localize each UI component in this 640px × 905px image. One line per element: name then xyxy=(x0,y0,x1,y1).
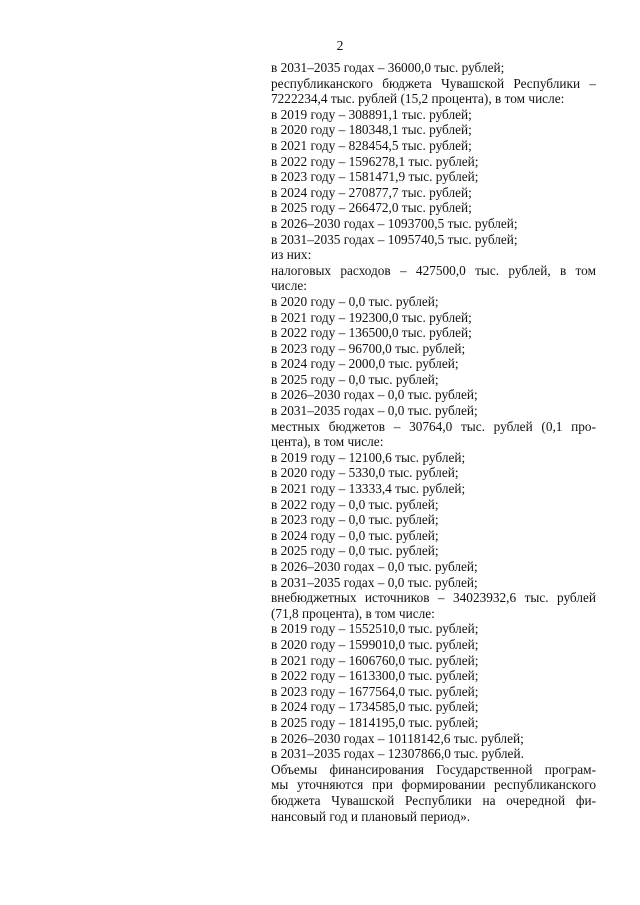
text-line: внебюджетных источников – 34023932,6 тыс. рублей xyxy=(271,590,596,606)
text-line: в 2020 году – 180348,1 тыс. рублей; xyxy=(271,122,472,138)
text-line: в 2031–2035 годах – 0,0 тыс. рублей; xyxy=(271,574,478,590)
text-line: в 2031–2035 годах – 12307866,0 тыс. рублей. xyxy=(271,746,524,762)
text-line: в 2019 году – 1552510,0 тыс. рублей; xyxy=(271,621,479,637)
funding-text-block xyxy=(271,60,596,824)
text-line: в 2020 году – 1599010,0 тыс. рублей; xyxy=(271,636,479,652)
text-line: в 2025 году – 1814195,0 тыс. рублей; xyxy=(271,714,479,730)
text-line: в 2022 году – 136500,0 тыс. рублей; xyxy=(271,325,472,341)
text-line: в 2020 году – 0,0 тыс. рублей; xyxy=(271,293,439,309)
text-line: в 2021 году – 828454,5 тыс. рублей; xyxy=(271,137,472,153)
text-line: налоговых расходов – 427500,0 тыс. рублей, в том xyxy=(271,262,596,278)
text-line: в 2026–2030 годах – 0,0 тыс. рублей; xyxy=(271,387,478,403)
text-line: в 2021 году – 13333,4 тыс. рублей; xyxy=(271,481,466,497)
text-line: в 2019 году – 12100,6 тыс. рублей; xyxy=(271,449,466,465)
text-line: в 2026–2030 годах – 1093700,5 тыс. рублей; xyxy=(271,215,518,231)
text-line: в 2024 году – 0,0 тыс. рублей; xyxy=(271,527,439,543)
text-line: республиканского бюджета Чувашской Республики – xyxy=(271,75,596,91)
text-line: мы уточняются при формировании республиканского xyxy=(271,777,596,793)
text-line: Объемы финансирования Государственной програм- xyxy=(271,761,596,777)
text-line: в 2025 году – 0,0 тыс. рублей; xyxy=(271,543,439,559)
text-line: 7222234,4 тыс. рублей (15,2 процента), в том числе: xyxy=(271,91,565,107)
text-line: числе: xyxy=(271,278,307,294)
text-line: в 2022 году – 1596278,1 тыс. рублей; xyxy=(271,153,479,169)
text-line: в 2023 году – 1581471,9 тыс. рублей; xyxy=(271,169,479,185)
text-line: в 2023 году – 0,0 тыс. рублей; xyxy=(271,512,439,528)
text-line: нансовый год и плановый период». xyxy=(271,808,471,824)
text-line: в 2025 году – 266472,0 тыс. рублей; xyxy=(271,200,472,216)
text-line: в 2022 году – 1613300,0 тыс. рублей; xyxy=(271,668,479,684)
text-line: в 2023 году – 1677564,0 тыс. рублей; xyxy=(271,683,479,699)
text-line: бюджета Чувашской Республики на очередной фи- xyxy=(271,792,596,808)
text-line: в 2026–2030 годах – 10118142,6 тыс. рублей; xyxy=(271,730,524,746)
text-line: из них: xyxy=(271,247,312,263)
page-number: 2 xyxy=(336,38,344,53)
text-line: в 2024 году – 2000,0 тыс. рублей; xyxy=(271,356,459,372)
text-line: в 2031–2035 годах – 1095740,5 тыс. рублей; xyxy=(271,231,518,247)
text-line: в 2024 году – 270877,7 тыс. рублей; xyxy=(271,184,472,200)
text-line: в 2031–2035 годах – 0,0 тыс. рублей; xyxy=(271,403,478,419)
text-line: в 2025 году – 0,0 тыс. рублей; xyxy=(271,371,439,387)
text-line: в 2022 году – 0,0 тыс. рублей; xyxy=(271,496,439,512)
text-line: в 2024 году – 1734585,0 тыс. рублей; xyxy=(271,699,479,715)
text-line: в 2021 году – 1606760,0 тыс. рублей; xyxy=(271,652,479,668)
text-line: в 2020 году – 5330,0 тыс. рублей; xyxy=(271,465,459,481)
text-line: в 2026–2030 годах – 0,0 тыс. рублей; xyxy=(271,559,478,574)
text-line: в 2023 году – 96700,0 тыс. рублей; xyxy=(271,340,466,356)
text-line: (71,8 процента), в том числе: xyxy=(271,605,435,621)
text-line: в 2019 году – 308891,1 тыс. рублей; xyxy=(271,106,472,122)
text-line: в 2031–2035 годах – 36000,0 тыс. рублей; xyxy=(271,60,505,75)
text-line: в 2021 году – 192300,0 тыс. рублей; xyxy=(271,309,472,325)
text-line: местных бюджетов – 30764,0 тыс. рублей (0,1 про- xyxy=(271,418,596,434)
text-line: цента), в том числе: xyxy=(271,434,384,450)
